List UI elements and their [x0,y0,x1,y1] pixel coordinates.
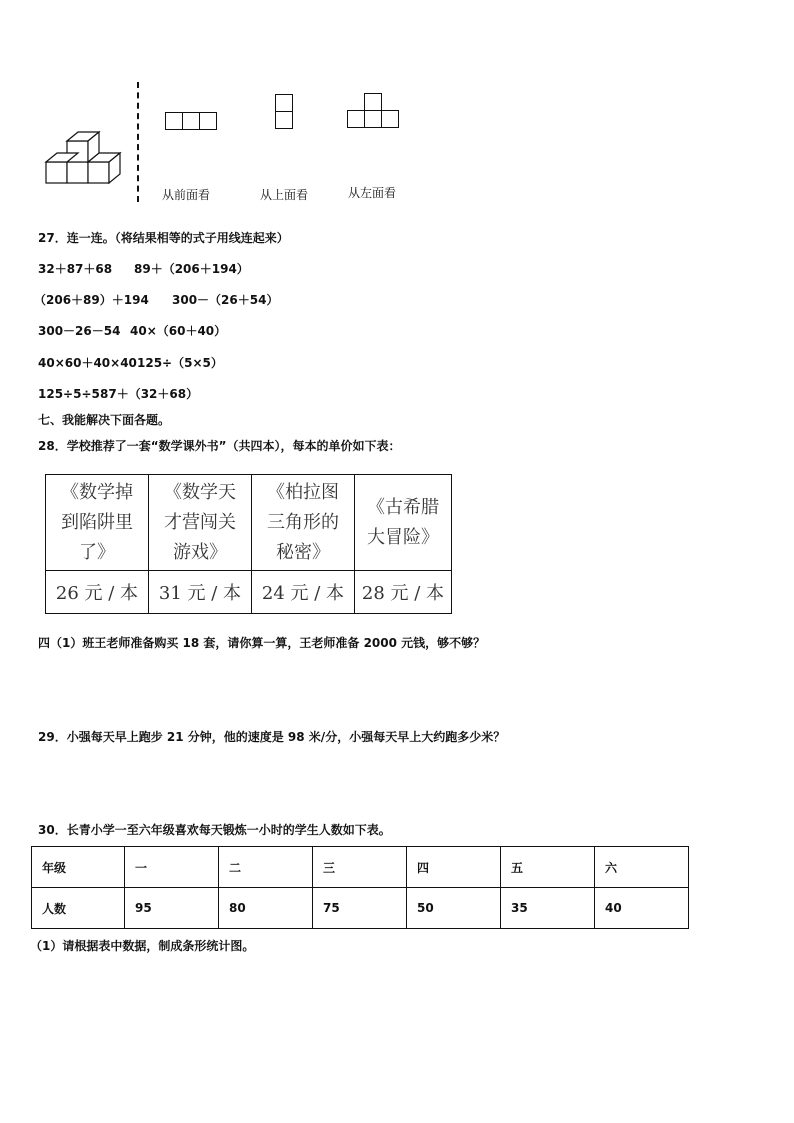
q27-left-5: 125÷5÷5 [38,387,100,401]
q27-left-4: 40×60＋40×40 [38,356,137,370]
book-name-cell: 《数学掉 到陷阱里 了》 [46,475,149,571]
table-cell: 40 [595,888,689,929]
book-price-cell: 26 元 / 本 [46,571,149,614]
q28-question: 四（1）班王老师准备购买 18 套，请你算一算，王老师准备 2000 元钱，够不够？ [38,636,486,650]
book-name-cell: 《柏拉图 三角形的 秘密》 [252,475,355,571]
q28-title: 28．学校推荐了一套“数学课外书”（共四本），每本的单价如下表： [38,439,401,453]
q30-title: 30．长青小学一至六年级喜欢每天锻炼一小时的学生人数如下表。 [38,823,391,837]
book-price-table [45,474,452,614]
book-price-cell: 28 元 / 本 [355,571,452,614]
table-cell: 人数 [32,888,125,929]
table-cell: 35 [501,888,595,929]
book-price-cell: 24 元 / 本 [252,571,355,614]
q27-right-1: 89＋（206＋194） [134,262,249,276]
table-cell: 三 [313,847,407,888]
top-view-label: 从上面看 [260,188,309,202]
table-cell: 六 [595,847,689,888]
table-row [32,888,689,929]
grade-count-table [31,846,689,929]
section-7-heading: 七、我能解决下面各题。 [38,413,171,427]
q29-title: 29．小强每天早上跑步 21 分钟，他的速度是 98 米/分，小强每天早上大约跑多少米？ [38,730,506,744]
table-cell: 95 [125,888,219,929]
q27-left-1: 32＋87＋68 [38,262,113,276]
dashed-divider [137,82,139,202]
q27-right-2: 300－（26＋54） [172,293,279,307]
table-cell: 年级 [32,847,125,888]
left-view-label: 从左面看 [348,186,397,200]
table-cell: 80 [219,888,313,929]
book-name-cell: 《古希腊 大冒险》 [355,475,452,571]
table-cell: 五 [501,847,595,888]
q27-left-3: 300－26－54 [38,324,121,338]
front-view-label: 从前面看 [162,188,211,202]
table-cell: 50 [407,888,501,929]
book-price-cell: 31 元 / 本 [149,571,252,614]
table-cell: 75 [313,888,407,929]
table-cell: 四 [407,847,501,888]
book-name-cell: 《数学天 才营闯关 游戏》 [149,475,252,571]
table-row [32,847,689,888]
q27-right-3: 40×（60＋40） [130,324,227,338]
q27-right-4: 125÷（5×5） [137,356,223,370]
q30-subquestion-1: （1）请根据表中数据，制成条形统计图。 [30,939,255,953]
table-cell: 一 [125,847,219,888]
q27-right-5: 87＋（32＋68） [100,387,199,401]
q27-left-2: （206＋89）＋194 [34,293,149,307]
q27-title: 27．连一连。（将结果相等的式子用线连起来） [38,231,289,245]
table-cell: 二 [219,847,313,888]
